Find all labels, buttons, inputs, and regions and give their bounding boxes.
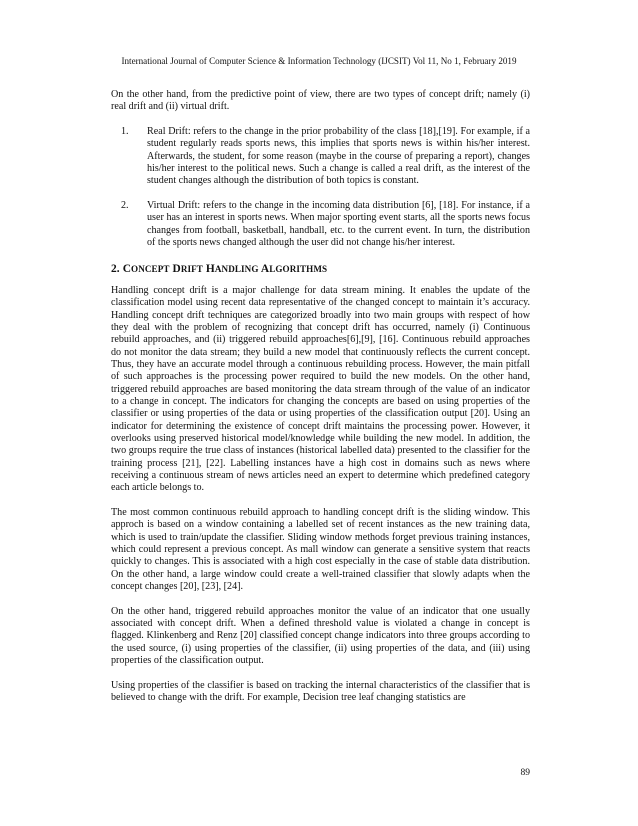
heading-cap: C (122, 262, 132, 275)
body-paragraph: On the other hand, triggered rebuild approaches monitor the value of an indicator that one usually associated with concept drift. When a defined threshold value is violated a change in concept is flagged. Klinkenberg and Renz [20] classified concept change indicators into three groups according to the used source, (i) using properties of the classifier, (ii) using properties of the data, and (iii) using properties of the classification output. (111, 605, 530, 667)
list-item-text: Virtual Drift: refers to the change in the incoming data distribution [6], [18]. For instance, if a user has an interest in sports news. When major sporting event starts, all the sports news focus changes from football, basketball, handball, etc. to the current event. In turn, the distribution of the sports news changed although the user did not change his/her interest. (147, 200, 530, 249)
body-paragraph: Handling concept drift is a major challenge for data stream mining. It enables the update of the classification model using recent data representative of the changed concept to maintain it’s accuracy. Handling concept drift techniques are categorized broadly into two main groups with respect of how they deal with the problem of recognizing that concept drift has occurred, namely (i) Continuous rebuild approaches, and (ii) triggered rebuild approaches[6],[9], [16]. Continuous rebuild approaches do not monitor the data stream; they build a new model that continuously reflects the current concept. Thus, they have an accurate model through a continuous rebuilding process. However, the main pitfall of such approaches is the processing power required to build the new models. On the other hand, triggered rebuild approaches are based monitoring the data stream through of the value of an indicator to a change in concept. The indicators for changing the concepts are based on using properties of the classifier or using properties of the data or using properties of the classification output [20]. Using an indicator for determining the existence of concept drift maintains the processing power. However, it overlooks using preserved historical model/knowledge while building the new model. In addition, the two groups require the true class of instances (historical labelled data) presented to the classifier for the training process [21], [22]. Labelling instances have a high cost in domains such as news where receiving a continuous stream of news articles need an expert to determine which predefined category each article belongs to. (111, 284, 530, 494)
list-item-number: 2. (121, 200, 129, 211)
drift-types-list (111, 126, 530, 249)
body-paragraph: The most common continuous rebuild approach to handling concept drift is the sliding window. This approch is based on a window containing a labelled set of recent instances as the new training data, which is used to train/update the classifier. Sliding window methods forget previous training instances, which could represent a previous concept. As mall window can generate a sensitive system that reacts quickly to changes. This is associated with a high cost especially in the case of stable data distribution. On the other hand, a large window could create a well-trained classifier that slowly adapts when the concept changes [20], [23], [24]. (111, 507, 530, 593)
body-paragraph: Using properties of the classifier is based on tracking the internal characteristics of the classifier that is believed to change with the drift. For example, Decision tree leaf changing statistics are (111, 679, 530, 704)
page-number: 89 (520, 768, 530, 778)
heading-smallcaps: ONCEPT (131, 263, 170, 274)
section-number: 2. (111, 262, 120, 275)
page-body (111, 89, 530, 704)
list-item-number: 1. (121, 125, 129, 137)
section-heading (111, 262, 530, 276)
list-item-text: Real Drift: refers to the change in the prior probability of the class [18],[19]. For example, if a student regularly reads sports news, this implies that sports news is within his/her interest. Afterwards, the student, for some reason (maybe in the course of preparing a report), changes his/her interest to the political news. Such a change is called a real drift, as the interest of the student changes although the distribution of both topics is constant. (147, 125, 530, 187)
heading-cap: A (260, 262, 270, 275)
heading-smallcaps: ANDLING (214, 263, 259, 274)
heading-smallcaps: RIFT (180, 263, 203, 274)
heading-smallcaps: LGORITHMS (269, 263, 328, 274)
intro-paragraph: On the other hand, from the predictive point of view, there are two types of concept drift; namely (i) real drift and (ii) virtual drift. (111, 89, 530, 113)
running-header: International Journal of Computer Science & Information Technology (IJCSIT) Vol 11, No 1, February 2019 (121, 56, 517, 66)
heading-cap: D (172, 262, 181, 275)
heading-cap: H (205, 262, 215, 275)
list-item (121, 126, 530, 188)
list-item (121, 200, 530, 249)
